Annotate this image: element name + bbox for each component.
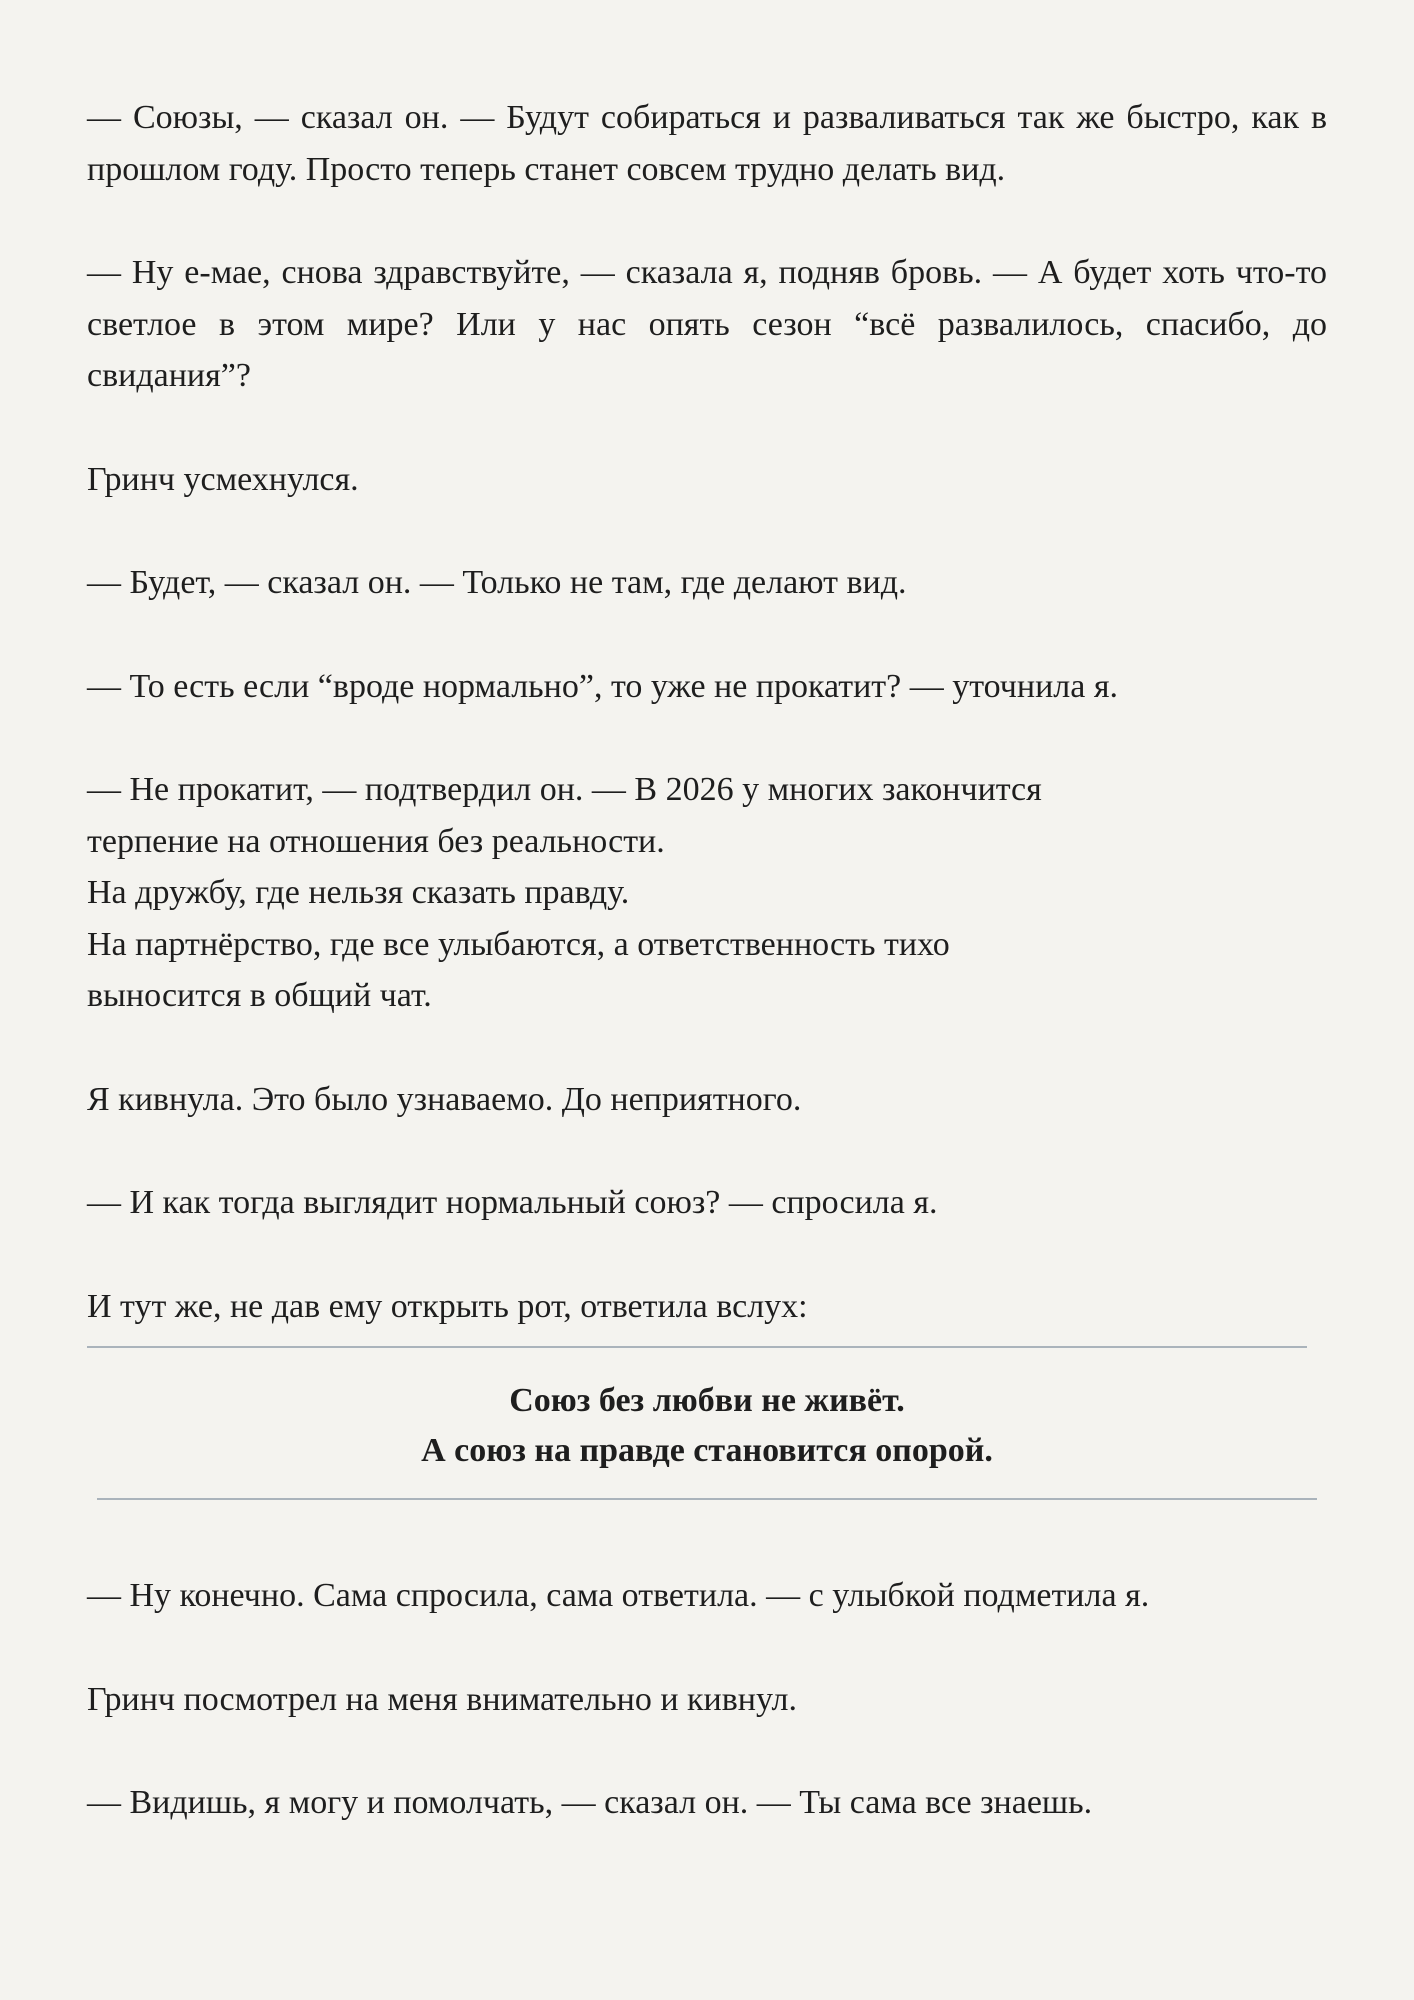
paragraph-text: — Ну е-мае, снова здравствуйте, — сказала я, подняв бровь. — А будет хоть что-то светлое в этом мире? Или у нас опять сезон “всё развалилось, спасибо, до свидания”? (87, 254, 1327, 394)
paragraph-text: — Видишь, я могу и помолчать, — сказал он. — Ты сама все знаешь. (87, 1784, 1093, 1821)
paragraph-wont-work (87, 764, 1327, 1022)
pull-quote (87, 1376, 1327, 1476)
paragraph-clarify (87, 661, 1327, 713)
paragraph-unions-forecast (87, 92, 1327, 195)
paragraph-text: Гринч посмотрел на меня внимательно и кивнул. (87, 1680, 797, 1718)
quote-divider-top (87, 1346, 1307, 1348)
paragraph-text: Гринч усмехнулся. (87, 460, 359, 498)
document-page (87, 92, 1327, 1881)
paragraph-normal-union-question (87, 1177, 1327, 1229)
quote-divider-bottom (97, 1498, 1317, 1500)
paragraph-line: — Не прокатит, — подтвердил он. — В 2026 у многих закончится (87, 771, 1042, 808)
paragraph-line: На дружбу, где нельзя сказать правду. (87, 874, 630, 911)
paragraph-line: выносится в общий чат. (87, 977, 432, 1014)
paragraph-will-be (87, 557, 1327, 609)
paragraph-text: — Будет, — сказал он. — Только не там, где делают вид. (87, 564, 907, 601)
paragraph-grinch-looked (87, 1674, 1327, 1726)
paragraph-self-answered (87, 1570, 1327, 1622)
paragraph-answered-aloud (87, 1281, 1327, 1333)
paragraph-can-stay-silent (87, 1777, 1327, 1829)
paragraph-text: — И как тогда выглядит нормальный союз? — спросила я. (87, 1184, 938, 1221)
paragraph-text: Я кивнула. Это было узнаваемо. До неприятного. (87, 1080, 802, 1118)
paragraph-text: — То есть если “вроде нормально”, то уже не прокатит? — уточнила я. (87, 667, 1118, 705)
paragraph-line: На партнёрство, где все улыбаются, а ответственность тихо (87, 925, 950, 963)
paragraph-line: терпение на отношения без реальности. (87, 822, 665, 860)
paragraph-text: И тут же, не дав ему открыть рот, ответила вслух: (87, 1287, 808, 1325)
paragraph-text: — Ну конечно. Сама спросила, сама ответила. — с улыбкой подметила я. (87, 1577, 1150, 1614)
paragraph-bright-question (87, 247, 1327, 402)
paragraph-grinch-smirk (87, 454, 1327, 506)
paragraph-nodded (87, 1074, 1327, 1126)
quote-line-1: Союз без любви не живёт. (509, 1382, 905, 1419)
paragraph-text: — Союзы, — сказал он. — Будут собираться и разваливаться так же быстро, как в прошлом году. Просто теперь станет совсем трудно делать вид. (87, 99, 1327, 188)
quote-line-2: А союз на правде становится опорой. (421, 1432, 993, 1469)
